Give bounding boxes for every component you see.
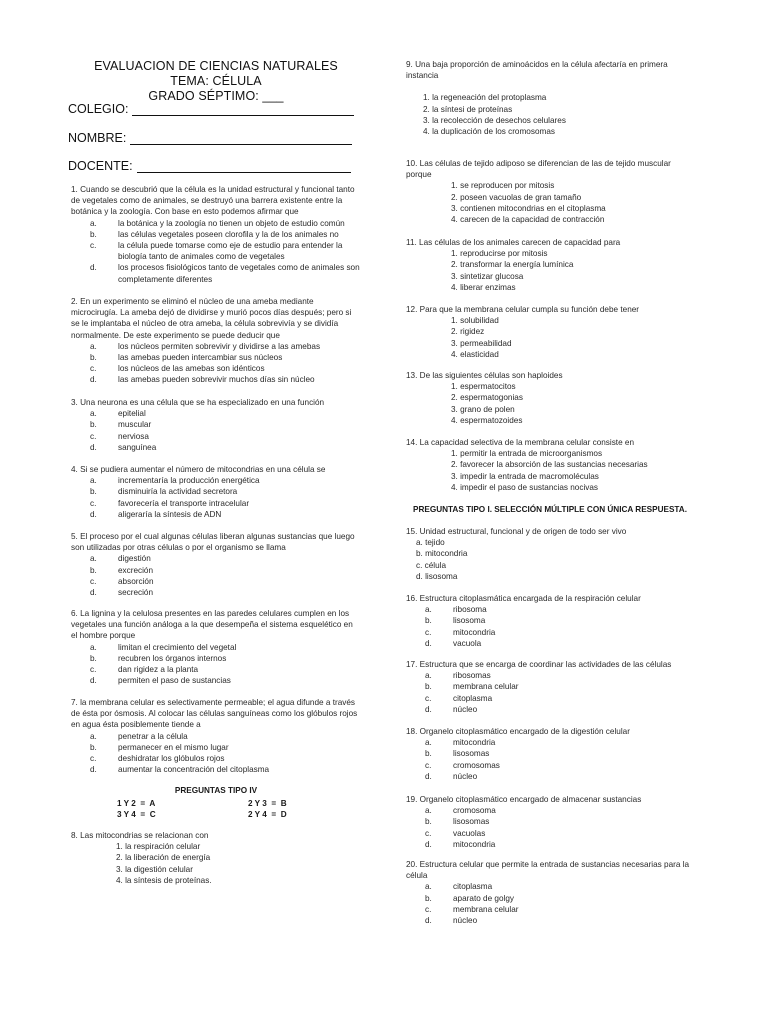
option-text: la célula puede tomarse como eje de estudio para entender la biología tanto de animales como de vegetales [118, 241, 343, 262]
option-2: 2. la síntesi de proteínas [423, 104, 513, 114]
option-letter: d. [90, 263, 97, 273]
option-letter: c. [90, 364, 97, 374]
option-d [71, 262, 361, 284]
option-c [71, 753, 361, 764]
option-1: 1. la regeneación del protoplasma [423, 93, 547, 103]
option-letter: a. [90, 731, 97, 741]
option-letter: b. [90, 653, 97, 663]
option-list [71, 642, 361, 687]
question-stem: 6. La lignina y la celulosa presentes en las paredes celulares cumplen en los vegetales una función análoga a la que desempeña el sistema esquelético en el hombre porque [71, 609, 353, 641]
option-2: 2. la liberación de energía [116, 853, 211, 863]
option-text: los núcleos de las amebas son idénticos [118, 364, 265, 374]
option-letter: d. [425, 839, 432, 849]
question-stem: 20. Estructura celular que permite la entrada de sustancias necesarias para la célula [406, 860, 690, 881]
option-text: limitan el crecimiento del vegetal [118, 642, 237, 652]
question-20 [406, 859, 698, 926]
question-stem: 16. Estructura citoplasmática encargada de la respiración celular [406, 594, 641, 603]
option-a [406, 670, 698, 681]
question-5 [71, 531, 361, 598]
question-16 [406, 593, 698, 649]
option-b [71, 565, 361, 576]
option-list [406, 881, 698, 926]
option-letter: d. [90, 588, 97, 598]
option-1: 1. la respiración celular [116, 842, 201, 852]
option-text: dan rigidez a la planta [118, 665, 199, 675]
option-letter: b. [425, 616, 432, 626]
answer-key-2-4: 2 Y 4 = D [248, 810, 287, 819]
option-text: absorción [118, 576, 154, 586]
option-text: penetrar a la célula [118, 731, 188, 741]
option-letter: d. [90, 375, 97, 385]
option-list [406, 537, 698, 582]
option-letter: a. [425, 605, 432, 615]
option-text: los núcleos permiten sobrevivir y dividirse a las amebas [118, 341, 321, 351]
answer-key-3-4: 3 Y 4 = C [117, 810, 156, 819]
option-a [406, 805, 698, 816]
option-letter: d. [425, 704, 432, 714]
answer-key-1-2: 1 Y 2 = A [117, 799, 156, 808]
option-c [71, 363, 361, 374]
option-d: d. lisosoma [416, 571, 458, 581]
option-c [406, 828, 698, 839]
option-list [406, 92, 698, 137]
question-9 [406, 59, 698, 137]
option-text: núcleo [453, 704, 478, 714]
nombre-label: NOMBRE: [68, 131, 127, 145]
option-a [406, 737, 698, 748]
option-text: membrana celular [453, 904, 519, 914]
option-1: 1. se reproducen por mitosis [451, 181, 555, 191]
option-list [71, 841, 361, 886]
tipo-i-heading: PREGUNTAS TIPO I. SELECCIÓN MÚLTIPLE CON ÚNICA RESPUESTA. [413, 505, 687, 514]
option-letter: c. [425, 904, 432, 914]
option-4: 4. la duplicación de los cromosomas [423, 127, 555, 137]
option-letter: b. [425, 682, 432, 692]
question-12 [406, 304, 698, 360]
option-text: disminuiría la actividad secretora [118, 487, 238, 497]
question-stem: 14. La capacidad selectiva de la membrana celular consiste en [406, 438, 635, 447]
colegio-blank [132, 105, 354, 116]
option-c [71, 576, 361, 587]
option-letter: d. [425, 638, 432, 648]
option-text: ribosoma [453, 605, 487, 615]
option-a [71, 553, 361, 564]
option-d [71, 675, 361, 686]
question-15 [406, 526, 698, 582]
option-b [406, 615, 698, 626]
docente-label: DOCENTE: [68, 159, 133, 173]
option-letter: a. [90, 642, 97, 652]
option-text: núcleo [453, 771, 478, 781]
option-b [71, 486, 361, 497]
option-4: 4. espermatozoides [451, 415, 523, 425]
option-d [406, 915, 698, 926]
option-list [71, 553, 361, 598]
option-b [406, 816, 698, 827]
option-letter: c. [90, 665, 97, 675]
question-stem: 13. De las siguientes células son haploides [406, 371, 563, 380]
option-b: b. mitocondria [416, 549, 468, 559]
option-letter: a. [90, 554, 97, 564]
option-text: epitelial [118, 409, 146, 419]
option-text: nerviosa [118, 431, 149, 441]
option-letter: a. [90, 218, 97, 228]
option-b [71, 352, 361, 363]
option-text: favorecería el transporte intracelular [118, 498, 250, 508]
option-3: 3. la recolección de desechos celulares [423, 115, 566, 125]
option-a [71, 475, 361, 486]
option-text: membrana celular [453, 682, 519, 692]
option-letter: d. [425, 771, 432, 781]
option-text: recubren los órganos internos [118, 653, 227, 663]
question-17 [406, 659, 698, 715]
option-3: 3. la digestión celular [116, 864, 193, 874]
question-stem: 17. Estructura que se encarga de coordinar las actividades de las células [406, 660, 672, 669]
option-letter: c. [425, 627, 432, 637]
option-text: citoplasma [453, 693, 493, 703]
option-d [71, 764, 361, 775]
option-letter: b. [90, 742, 97, 752]
tipo-iv-heading: PREGUNTAS TIPO IV [174, 786, 258, 795]
option-list [406, 604, 698, 649]
option-d [406, 638, 698, 649]
option-letter: a. [90, 341, 97, 351]
option-list [71, 341, 361, 386]
option-letter: b. [425, 749, 432, 759]
option-list [406, 248, 698, 293]
question-6 [71, 608, 361, 686]
question-stem: 10. Las células de tejido adiposo se diferencian de las de tejido muscular porque [406, 159, 671, 180]
question-4 [71, 464, 361, 520]
option-a [71, 731, 361, 742]
option-a [406, 881, 698, 892]
option-letter: c. [425, 828, 432, 838]
option-letter: c. [90, 754, 97, 764]
option-text: permiten el paso de sustancias [118, 676, 231, 686]
option-text: vacuola [453, 638, 482, 648]
option-letter: c. [90, 241, 97, 251]
answer-key-2-3: 2 Y 3 = B [248, 799, 287, 808]
question-3 [71, 397, 361, 453]
option-text: lisosomas [453, 817, 490, 827]
option-letter: b. [90, 565, 97, 575]
option-3: 3. impedir la entrada de macromoléculas [451, 471, 599, 481]
option-text: mitocondria [453, 627, 496, 637]
option-text: incrementaría la producción energética [118, 476, 260, 486]
option-c: c. célula [416, 560, 447, 570]
option-b [406, 681, 698, 692]
option-1: 1. reproducirse por mitosis [451, 249, 548, 259]
option-b [71, 653, 361, 664]
option-text: los procesos fisiológicos tanto de vegetales como de animales son completamente diferentes [118, 263, 360, 284]
option-letter: d. [90, 765, 97, 775]
option-4: 4. carecen de la capacidad de contracción [451, 215, 605, 225]
question-14 [406, 437, 698, 493]
option-text: citoplasma [453, 882, 493, 892]
option-c [71, 664, 361, 675]
option-letter: a. [425, 738, 432, 748]
exam-topic: TEMA: CÉLULA [170, 74, 262, 88]
option-c [406, 760, 698, 771]
nombre-blank [130, 134, 352, 145]
option-letter: b. [90, 229, 97, 239]
question-stem: 8. Las mitocondrias se relacionan con [71, 831, 209, 840]
option-text: muscular [118, 420, 152, 430]
option-4: 4. la síntesis de proteínas. [116, 875, 212, 885]
nombre-field [68, 131, 368, 145]
option-list [406, 315, 698, 360]
option-c [71, 498, 361, 509]
option-2: 2. transformar la energía lumínica [451, 260, 574, 270]
option-d [406, 704, 698, 715]
option-letter: d. [90, 442, 97, 452]
option-letter: c. [425, 693, 432, 703]
option-2: 2. poseen vacuolas de gran tamaño [451, 192, 582, 202]
option-4: 4. liberar enzimas [451, 282, 516, 292]
option-letter: a. [425, 806, 432, 816]
option-text: vacuolas [453, 828, 486, 838]
option-a [71, 408, 361, 419]
colegio-field [68, 102, 368, 116]
option-b [406, 748, 698, 759]
option-list [71, 218, 361, 285]
option-c [406, 904, 698, 915]
option-letter: a. [90, 476, 97, 486]
question-stem: 9. Una baja proporción de aminoácidos en la célula afectaría en primera instancia [406, 60, 668, 81]
option-letter: b. [90, 487, 97, 497]
question-10 [406, 158, 698, 225]
option-text: mitocondria [453, 738, 496, 748]
option-text: lisosomas [453, 749, 490, 759]
option-letter: d. [90, 509, 97, 519]
option-d [71, 374, 361, 385]
option-a [406, 604, 698, 615]
option-c [406, 627, 698, 638]
option-b [406, 893, 698, 904]
question-stem: 15. Unidad estructural, funcional y de origen de todo ser vivo [406, 527, 627, 536]
docente-blank [137, 162, 351, 173]
option-text: las amebas pueden sobrevivir muchos días sin núcleo [118, 375, 315, 385]
option-text: secreción [118, 588, 154, 598]
question-stem: 5. El proceso por el cual algunas células liberan algunas sustancias que luego son utilizadas por otras células o por el organismo se llama [71, 532, 355, 553]
option-text: deshidratar los glóbulos rojos [118, 754, 225, 764]
option-letter: a. [425, 671, 432, 681]
question-13 [406, 370, 698, 426]
option-1: 1. solubilidad [451, 316, 499, 326]
option-list [71, 408, 361, 453]
question-7 [71, 697, 361, 775]
option-list [406, 737, 698, 782]
colegio-label: COLEGIO: [68, 102, 129, 116]
option-text: aparato de golgy [453, 893, 514, 903]
option-a: a. tejido [416, 538, 445, 548]
option-letter: c. [90, 498, 97, 508]
option-text: aligeraría la síntesis de ADN [118, 509, 222, 519]
option-letter: b. [425, 817, 432, 827]
option-letter: d. [90, 676, 97, 686]
exam-title: EVALUACION DE CIENCIAS NATURALES [94, 59, 338, 73]
option-text: digestión [118, 554, 151, 564]
question-11 [406, 237, 698, 293]
option-list [406, 448, 698, 493]
question-stem: 3. Una neurona es una célula que se ha especializado en una función [71, 398, 325, 407]
docente-field [68, 159, 368, 173]
option-1: 1. permitir la entrada de microorganismos [451, 449, 603, 459]
option-3: 3. grano de polen [451, 404, 515, 414]
question-stem: 2. En un experimento se eliminó el núcleo de una ameba mediante microcirugía. La ameba dejó de dividirse y murió pocos días después; pero si se le implantaba el núcleo de otra ameba, la célula sobrevivía y se dividía normalmente. De este experimento se puede deducir que [71, 297, 352, 340]
option-b [71, 419, 361, 430]
option-text: sanguínea [118, 442, 157, 452]
option-list [406, 805, 698, 850]
option-letter: a. [90, 409, 97, 419]
option-1: 1. espermatocitos [451, 382, 516, 392]
option-letter: b. [90, 353, 97, 363]
question-18 [406, 726, 698, 782]
option-text: núcleo [453, 916, 478, 926]
option-c [406, 693, 698, 704]
option-a [71, 341, 361, 352]
option-list [406, 381, 698, 426]
exam-grade: GRADO SÉPTIMO: ___ [148, 89, 284, 103]
question-2 [71, 296, 361, 386]
option-text: la botánica y la zoología no tienen un objeto de estudio común [118, 218, 345, 228]
option-d [406, 839, 698, 850]
option-4: 4. elasticidad [451, 349, 499, 359]
option-d [71, 442, 361, 453]
option-c [71, 431, 361, 442]
option-a [71, 642, 361, 653]
option-d [71, 587, 361, 598]
question-19 [406, 794, 698, 850]
option-d [406, 771, 698, 782]
option-3: 3. permeabilidad [451, 338, 512, 348]
option-list [71, 475, 361, 520]
option-letter: b. [425, 893, 432, 903]
option-letter: b. [90, 420, 97, 430]
option-letter: c. [90, 431, 97, 441]
option-text: las amebas pueden intercambiar sus núcleos [118, 353, 283, 363]
option-letter: a. [425, 882, 432, 892]
option-text: lisosoma [453, 616, 486, 626]
option-2: 2. favorecer la absorción de las sustancias necesarias [451, 460, 648, 470]
question-stem: 12. Para que la membrana celular cumpla su función debe tener [406, 305, 640, 314]
option-text: cromosomas [453, 760, 500, 770]
option-text: las células vegetales poseen clorofila y la de los animales no [118, 229, 339, 239]
option-2: 2. rigidez [451, 327, 485, 337]
option-letter: c. [425, 760, 432, 770]
option-a [71, 218, 361, 229]
question-stem: 7. la membrana celular es selectivamente permeable; el agua difunde a través de ésta por ósmosis. Al colocar las células sanguíneas como los glóbulos rojos en agua ésta posiblemente tiende a [71, 698, 358, 730]
option-text: excreción [118, 565, 154, 575]
option-text: ribosomas [453, 671, 491, 681]
option-3: 3. sintetizar glucosa [451, 271, 524, 281]
question-stem: 19. Organelo citoplasmático encargado de almacenar sustancias [406, 795, 642, 804]
option-d [71, 509, 361, 520]
question-stem: 18. Organelo citoplasmático encargado de la digestión celular [406, 727, 630, 736]
option-b [71, 742, 361, 753]
option-list [406, 670, 698, 715]
option-2: 2. espermatogonias [451, 393, 523, 403]
question-stem: 11. Las células de los animales carecen de capacidad para [406, 238, 621, 247]
question-stem: 4. Si se pudiera aumentar el número de mitocondrias en una célula se [71, 465, 326, 474]
option-letter: c. [90, 576, 97, 586]
question-stem: 1. Cuando se descubrió que la célula es la unidad estructural y funcional tanto de vegetales como de animales, se destruyó una barrera existente entre la botánica y la zoología. Con base en esto podemos afirmar que [71, 185, 355, 217]
option-list [71, 731, 361, 776]
option-text: cromosoma [453, 806, 496, 816]
option-text: mitocondria [453, 839, 496, 849]
question-8 [71, 830, 361, 886]
question-1 [71, 184, 361, 285]
option-text: aumentar la concentración del citoplasma [118, 765, 270, 775]
option-4: 4. impedir el paso de sustancias nocivas [451, 482, 598, 492]
option-letter: d. [425, 916, 432, 926]
option-list [406, 180, 698, 225]
option-3: 3. contienen mitocondrias en el citoplasma [451, 203, 606, 213]
option-b [71, 229, 361, 240]
option-c [71, 240, 361, 262]
option-text: permanecer en el mismo lugar [118, 742, 229, 752]
